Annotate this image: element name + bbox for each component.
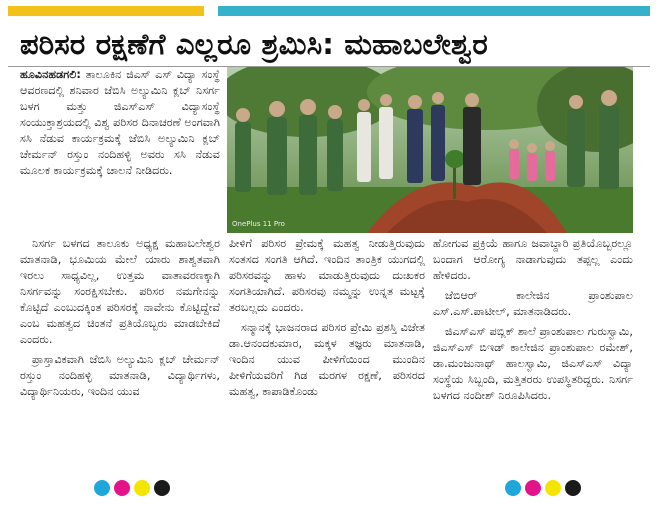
magenta-registration-dot xyxy=(114,480,130,496)
yellow-registration-dot xyxy=(545,480,561,496)
yellow-registration-dot xyxy=(134,480,150,496)
cyan-registration-dot xyxy=(505,480,521,496)
paragraph-5: ಸನ್ಮಾನಕ್ಕೆ ಭಾಜನರಾದ ಪರಿಸರ ಪ್ರೇಮಿ ಪ್ರಶಸ್ತಿ ವಿಜೇತ ಡಾ.ಆನಂದಕುಮಾರ, ಮಕ್ಕಳ ತಜ್ಞರು ಮಾತನಾಡಿ, ಇಂದಿನ ಯುವ ಪೀಳಿಗೆಯಿಂದ ಮುಂದಿನ ಪೀಳಿಗೆಯವರಿಗೆ ಗಿಡ ಮರಗಳ ರಕ್ಷಣೆ, ಪರಿಸರದ ಮಹತ್ವ, ಕಾಪಾಡಿಕೊಂಡು xyxy=(229,321,425,398)
black-registration-dot xyxy=(154,480,170,496)
registration-marks-right xyxy=(505,480,581,496)
paragraph-4: ಪೀಳಿಗೆ ಪರಿಸರ ಪ್ರೇಮಕ್ಕೆ ಮಹತ್ವ ನೀಡುತ್ತಿರುವುದು ಸಂತಸದ ಸಂಗತಿ ಆಗಿದೆ. ಇಂದಿನ ತಾಂತ್ರಿಕ ಯುಗದಲ್ಲಿ ಪರಿಸರವನ್ನು ಹಾಳು ಮಾಡುತ್ತಿರುವುದು ದುಃಖಕರ ಸಂಗತಿಯಾಗಿದೆ. ಪರಿಸರವು ನಮ್ಮನ್ನು ಉನ್ನತ ಮಟ್ಟಕ್ಕೆ ತರಬಲ್ಲದು ಎಂದರು. xyxy=(229,237,425,314)
article-column-1-top xyxy=(20,67,220,183)
photo-credit: OnePlus 11 Pro xyxy=(232,220,285,228)
paragraph-7: ಜೆಬಿಆರ್ ಕಾಲೇಜಿನ ಪ್ರಾಂಶುಪಾಲ ಎಸ್.ಎಸ್.ಪಾಟೀಲ್, ಮಾತನಾಡಿದರು. xyxy=(433,289,633,318)
paragraph-3: ಪ್ರಾಸ್ತಾವಿಕವಾಗಿ ಜೆಬಿಸಿ ಅಲ್ಯುಮಿನಿ ಕ್ಲಬ್ ಚೇರ್ಮನ್ ರಸ್ತುಂ ನಂದಿಹಳ್ಳಿ ಮಾತನಾಡಿ, ವಿದ್ಯಾರ್ಥಿಗಳು, ವಿದ್ಯಾರ್ಥಿನಿಯರು, ಇಂದಿನ ಯುವ xyxy=(20,353,220,398)
article-column-3 xyxy=(433,236,633,408)
article-column-1-bottom xyxy=(20,236,220,404)
magenta-registration-dot xyxy=(525,480,541,496)
black-registration-dot xyxy=(565,480,581,496)
paragraph-1: ತಾಲೂಕಿನ ಜಿಎಸ್ ಎಸ್ ವಿದ್ಯಾ ಸಂಸ್ಥೆ ಆವರಣದಲ್ಲಿ ಶನಿವಾರ ಜೆಬಿಸಿ ಅಲ್ಯುಮಿನಿ ಕ್ಲಬ್ ನಿಸರ್ಗ ಬಳಗ ಮತ್ತು ಜಿಎಸ್‌ಎಸ್ ವಿದ್ಯಾಸಂಸ್ಥೆ ಸಂಯುಕ್ತಾಶ್ರಯದಲ್ಲಿ ವಿಶ್ವ ಪರಿಸರ ದಿನಾಚರಣೆ ಅಂಗವಾಗಿ ಸಸಿ ನೆಡುವ ಕಾರ್ಯಕ್ರಮಕ್ಕೆ ಜೆಬಿಸಿ ಅಲ್ಯುಮಿನಿ ಕ್ಲಬ್ ಚೇರ್ಮನ್ ರಸ್ತುಂ ನಂದಿಹಳ್ಳಿ ಅವರು ಸಸಿ ನೆಡುವ ಮೂಲಕ ಕಾರ್ಯಕ್ರಮಕ್ಕೆ ಚಾಲನೆ ನೀಡಿದರು. xyxy=(20,68,220,177)
article-column-2 xyxy=(229,236,425,404)
paragraph-8: ಜಿಎಸ್‌ಎಸ್ ಪಬ್ಲಿಕ್ ಶಾಲೆ ಪ್ರಾಂಶುಪಾಲ ಗುರುಸ್ವಾಮಿ, ಜಿಎಸ್‌ಎಸ್ ಬಿಇಡ್ ಕಾಲೇಜಿನ ಪ್ರಾಂಶುಪಾಲ ರಮೇಶ್, ಡಾ.ಮಂಜುನಾಥ್ ಹಾಲಸ್ವಾಮಿ, ಜಿಎಸ್ಎಸ್ ವಿದ್ಯಾ ಸಂಸ್ಥೆಯ ಸಿಬ್ಬಂದಿ, ಮತ್ತಿತರರು ಉಪಸ್ಥಿತರಿದ್ದರು. ನಿಸರ್ಗ ಬಳಗದ ನಂದೀಶ್ ನಿರೂಪಿಸಿದರು. xyxy=(433,325,633,402)
article-photo xyxy=(227,67,633,233)
headline: ಪರಿಸರ ರಕ್ಷಣೆಗೆ ಎಲ್ಲರೂ ಶ್ರಮಿಸಿ: ಮಹಾಬಲೇಶ್ವರ xyxy=(20,27,488,61)
tree-planting-photo xyxy=(227,67,633,233)
cyan-registration-dot xyxy=(94,480,110,496)
header-accent-left xyxy=(8,6,204,16)
dateline: ಹೂವಿನಹಡಗಲಿ: xyxy=(20,68,81,81)
registration-marks-left xyxy=(94,480,170,496)
header-accent-right xyxy=(218,6,650,16)
paragraph-2: ನಿಸರ್ಗ ಬಳಗದ ತಾಲೂಕು ಅಧ್ಯಕ್ಷ ಮಹಾಬಲೇಶ್ವರ ಮಾತನಾಡಿ, ಭೂಮಿಯ ಮೇಲೆ ಯಾರು ಶಾಶ್ವತವಾಗಿ ಇರಲು ಸಾಧ್ಯವಿಲ್ಲ, ಉತ್ತಮ ವಾತಾವರಣಕ್ಕಾಗಿ ನಿಸರ್ಗವನ್ನು ಸಂರಕ್ಷಿಸಬೇಕು. ಪರಿಸರ ನಮಗೇನನ್ನು ಕೊಟ್ಟಿದೆ ಎಂಬುದಕ್ಕಿಂತ ಪರಿಸರಕ್ಕೆ ನಾವೇನು ಕೊಟ್ಟಿದ್ದೇವೆ ಎಂಬ ಮಹತ್ವದ ಚಿಂತನೆ ಪ್ರತಿಯೊಬ್ಬರು ಮಾಡಬೇಕಿದೆ ಎಂದರು. xyxy=(20,237,220,346)
paragraph-6: ಹೋಗುವ ಪ್ರಕ್ರಿಯೆ ಹಾಗೂ ಜವಾಬ್ದಾರಿ ಪ್ರತಿಯೊಬ್ಬರಲ್ಲೂ ಬಂದಾಗ ಆರೋಗ್ಯ ನಾಡಾಗುವುದು ತಪ್ಪಲ್ಲ ಎಂದು ಹೇಳಿದರು. xyxy=(433,237,633,282)
